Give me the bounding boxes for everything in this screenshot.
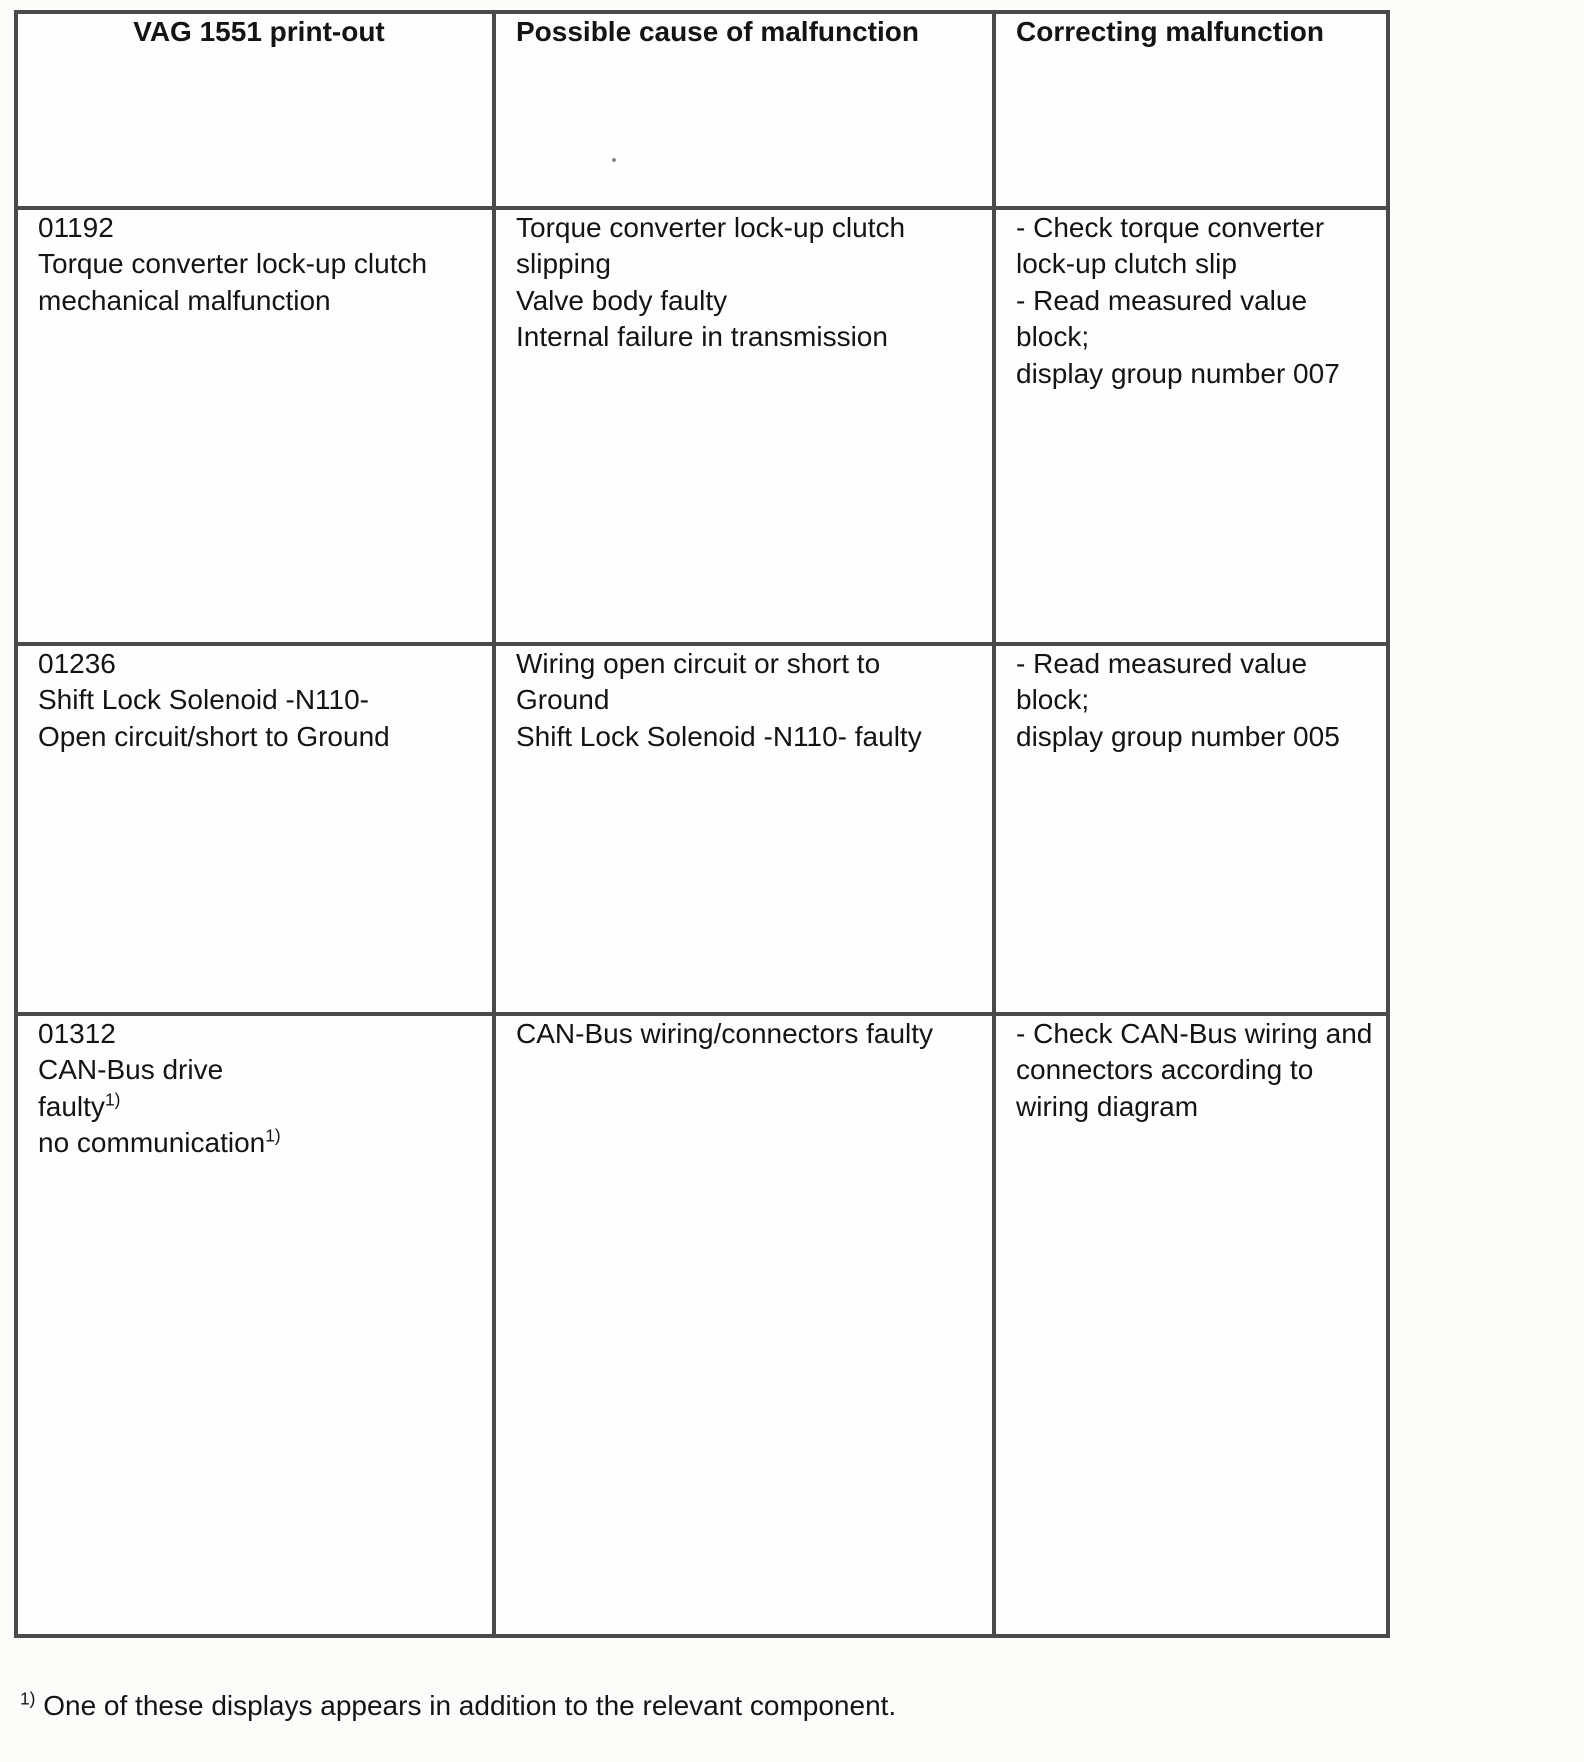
correction-item: - Read measured value block; [1016,284,1308,353]
correction-item: display group number 005 [1016,720,1340,752]
cause-item: CAN-Bus wiring/connectors faulty [516,1018,934,1049]
cell-printout-01312 [16,1014,494,1636]
table-header-row [16,12,1388,208]
footnote-marker: 1) [265,1125,281,1146]
header-vag-printout: VAG 1551 print-out [16,12,494,208]
cell-causes-01236 [494,644,994,1014]
table-row [16,1014,1388,1636]
cell-corrections-01236 [994,644,1388,1014]
fault-detail-text: faulty [38,1090,105,1122]
cause-item: Shift Lock Solenoid -N110- faulty [516,720,922,752]
cause-item: Wiring open circuit or short to Ground [516,648,881,716]
scan-artifact-dot [612,158,616,162]
fault-component: Torque converter lock-up clutch [38,248,428,280]
fault-detail: Open circuit/short to Ground [38,720,390,752]
cause-item: Torque converter lock-up clutch slipping [516,212,906,280]
cause-item: Internal failure in transmission [516,321,888,353]
cell-causes-01192 [494,208,994,644]
fault-detail [38,1089,480,1125]
page-footnote [20,1690,1584,1722]
correction-item: - Check CAN-Bus wiring and connectors according to wiring diagram [1016,1018,1373,1122]
fault-detail-text: no communication [38,1127,266,1159]
correction-item: - Read measured value block; [1016,648,1308,716]
fault-code: 01236 [38,648,116,679]
table-row [16,644,1388,1014]
fault-component: CAN-Bus drive [38,1054,224,1086]
cell-corrections-01192 [994,208,1388,644]
header-correcting-malfunction: Correcting malfunction [994,12,1388,208]
cell-causes-01312 [494,1014,994,1636]
fault-component: Shift Lock Solenoid -N110- [38,684,369,716]
fault-detail: mechanical malfunction [38,284,331,316]
correction-item: display group number 007 [1016,357,1340,389]
fault-code: 01192 [38,212,114,243]
correction-item: - Check torque converter lock-up clutch slip [1016,212,1325,280]
cause-item: Valve body faulty [516,284,728,316]
cell-printout-01236 [16,644,494,1014]
footnote-marker: 1) [20,1688,36,1709]
fault-code: 01312 [38,1018,116,1049]
fault-detail [38,1125,480,1161]
footnote-text: One of these displays appears in addition to the relevant component. [35,1690,897,1721]
footnote-marker: 1) [104,1089,121,1110]
cell-corrections-01312 [994,1014,1388,1636]
table-row [16,208,1388,644]
diagnostic-fault-table [14,10,1390,1638]
cell-printout-01192 [16,208,494,644]
header-possible-cause: Possible cause of malfunction [494,12,994,208]
